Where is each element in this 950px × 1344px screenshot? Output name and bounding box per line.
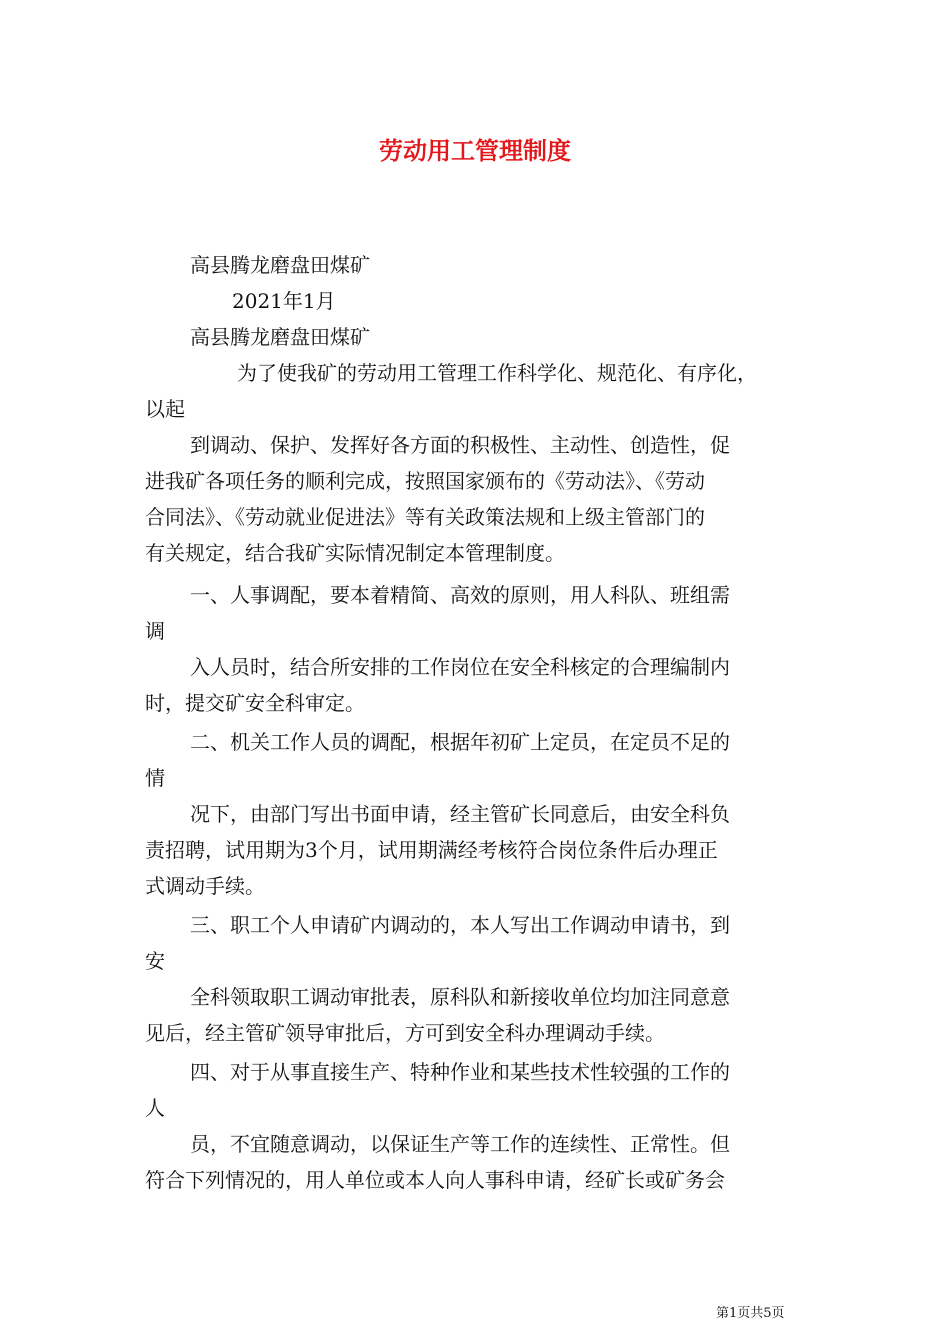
text-line: 况下，由部门写出书面申请，经主管矿长同意后，由安全科负 (190, 802, 730, 826)
text-line: 进我矿各项任务的顺利完成，按照国家颁布的《劳动法》、《劳动 (145, 469, 705, 493)
text-line-date: 2021年1月 (232, 289, 336, 313)
text-line: 全科领取职工调动审批表，原科队和新接收单位均加注同意意 (190, 985, 730, 1009)
text-line: 一、人事调配，要本着精简、高效的原则，用人科队、班组需 (190, 583, 730, 607)
text-line-org-2: 高县腾龙磨盘田煤矿 (190, 325, 370, 349)
text-line: 三、职工个人申请矿内调动的，本人写出工作调动申请书，到 (190, 913, 730, 937)
text-line: 人 (145, 1096, 165, 1120)
text-line: 员，不宜随意调动，以保证生产等工作的连续性、正常性。但 (190, 1132, 730, 1156)
text-line: 为了使我矿的劳动用工管理工作科学化、规范化、有序化， (237, 361, 757, 385)
text-line: 到调动、保护、发挥好各方面的积极性、主动性、创造性，促 (190, 433, 730, 457)
text-line: 以起 (145, 397, 185, 421)
text-line: 四、对于从事直接生产、特种作业和某些技术性较强的工作的 (190, 1060, 730, 1084)
page-number-footer: 第1页共5页 (716, 1306, 785, 1321)
document-title: 劳动用工管理制度 (379, 137, 571, 165)
text-line: 时，提交矿安全科审定。 (145, 691, 365, 715)
text-line: 安 (145, 949, 165, 973)
text-line: 二、机关工作人员的调配，根据年初矿上定员，在定员不足的 (190, 730, 730, 754)
text-line: 合同法》、《劳动就业促进法》等有关政策法规和上级主管部门的 (145, 505, 705, 529)
text-line: 情 (145, 766, 165, 790)
text-line: 入人员时，结合所安排的工作岗位在安全科核定的合理编制内 (190, 655, 730, 679)
text-line-org: 高县腾龙磨盘田煤矿 (190, 253, 370, 277)
text-line: 有关规定，结合我矿实际情况制定本管理制度。 (145, 541, 565, 565)
text-line: 式调动手续。 (145, 874, 265, 898)
text-line: 符合下列情况的，用人单位或本人向人事科申请，经矿长或矿务会 (145, 1168, 725, 1192)
text-line: 见后，经主管矿领导审批后，方可到安全科办理调动手续。 (145, 1021, 665, 1045)
text-line: 责招聘，试用期为3个月，试用期满经考核符合岗位条件后办理正 (145, 838, 718, 862)
text-line: 调 (145, 619, 165, 643)
